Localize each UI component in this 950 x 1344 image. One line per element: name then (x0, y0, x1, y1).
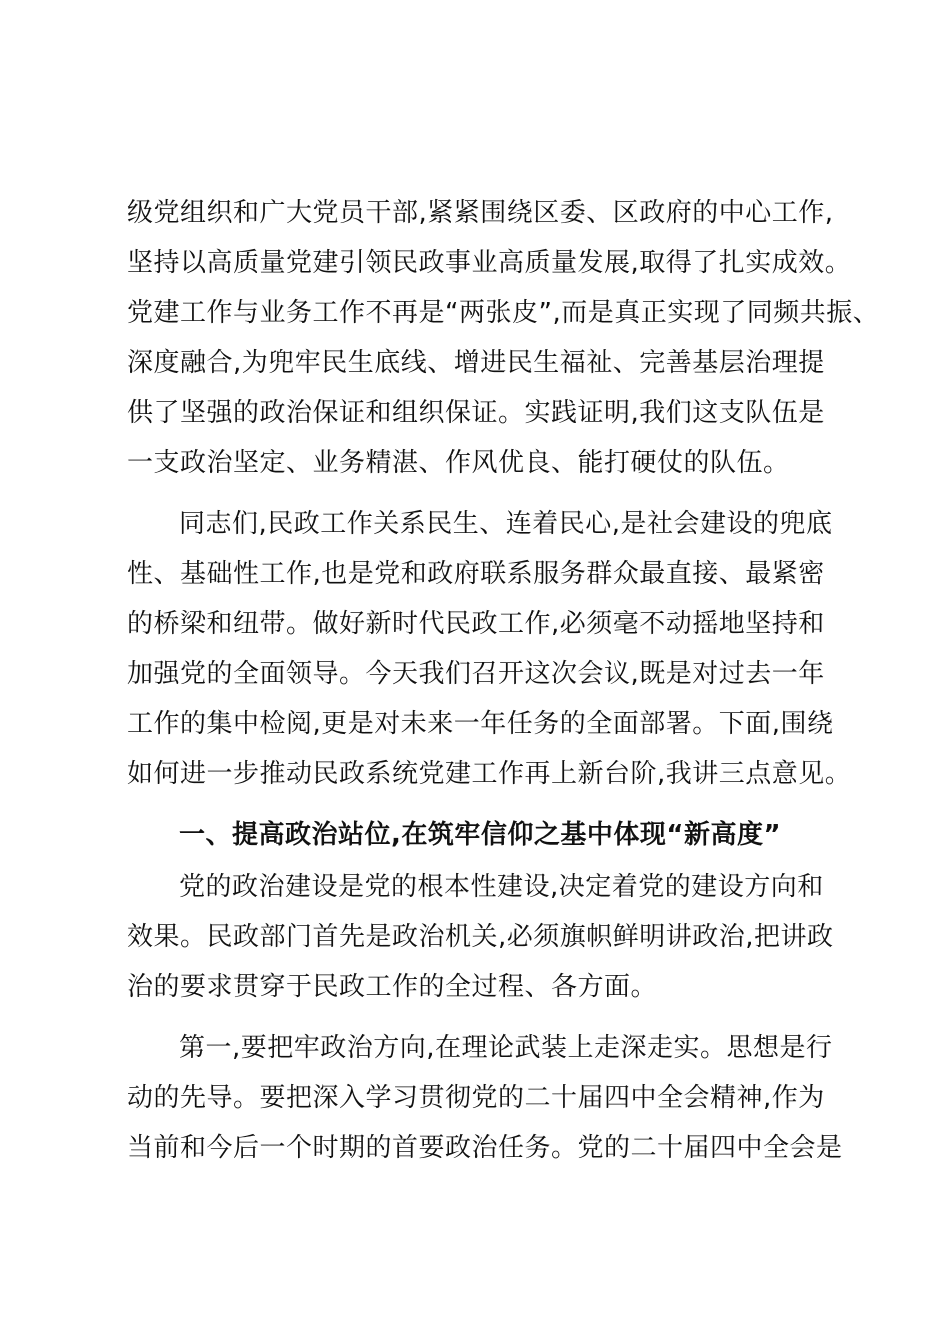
paragraph-2-line-1: 同志们,民政工作关系民生、连着民心,是社会建设的兜底 (179, 509, 833, 539)
paragraph-1-line-2: 坚持以高质量党建引领民政事业高质量发展,取得了扎实成效。 (127, 248, 852, 278)
paragraph-4-line-1: 第一,要把牢政治方向,在理论武装上走深走实。思想是行 (179, 1033, 833, 1063)
paragraph-1-line-3: 党建工作与业务工作不再是“两张皮”,而是真正实现了同频共振、 (127, 298, 880, 328)
paragraph-2-line-3: 的桥梁和纽带。做好新时代民政工作,必须毫不动摇地坚持和 (127, 609, 825, 639)
paragraph-4-line-2: 动的先导。要把深入学习贯彻党的二十届四中全会精神,作为 (127, 1083, 825, 1113)
paragraph-4-line-3: 当前和今后一个时期的首要政治任务。党的二十届四中全会是 (127, 1133, 843, 1163)
section-heading-1: 一、提高政治站位,在筑牢信仰之基中体现“新高度” (179, 820, 782, 850)
paragraph-3-line-2: 效果。民政部门首先是政治机关,必须旗帜鲜明讲政治,把讲政 (127, 922, 834, 952)
paragraph-1-line-5: 供了坚强的政治保证和组织保证。实践证明,我们这支队伍是 (127, 398, 825, 428)
paragraph-2-line-2: 性、基础性工作,也是党和政府联系服务群众最直接、最紧密 (127, 559, 825, 589)
paragraph-3-line-1: 党的政治建设是党的根本性建设,决定着党的建设方向和 (179, 872, 824, 902)
paragraph-1-line-4: 深度融合,为兜牢民生底线、增进民生福祉、完善基层治理提 (127, 348, 825, 378)
paragraph-2-line-6: 如何进一步推动民政系统党建工作再上新台阶,我讲三点意见。 (127, 759, 852, 789)
paragraph-2-line-5: 工作的集中检阅,更是对未来一年任务的全面部署。下面,围绕 (127, 709, 834, 739)
paragraph-3-line-3: 治的要求贯穿于民政工作的全过程、各方面。 (127, 972, 658, 1002)
paragraph-2-line-4: 加强党的全面领导。今天我们召开这次会议,既是对过去一年 (127, 659, 825, 689)
paragraph-1-line-1: 级党组织和广大党员干部,紧紧围绕区委、区政府的中心工作, (127, 198, 834, 228)
paragraph-1-line-6: 一支政治坚定、业务精湛、作风优良、能打硬仗的队伍。 (127, 448, 790, 478)
